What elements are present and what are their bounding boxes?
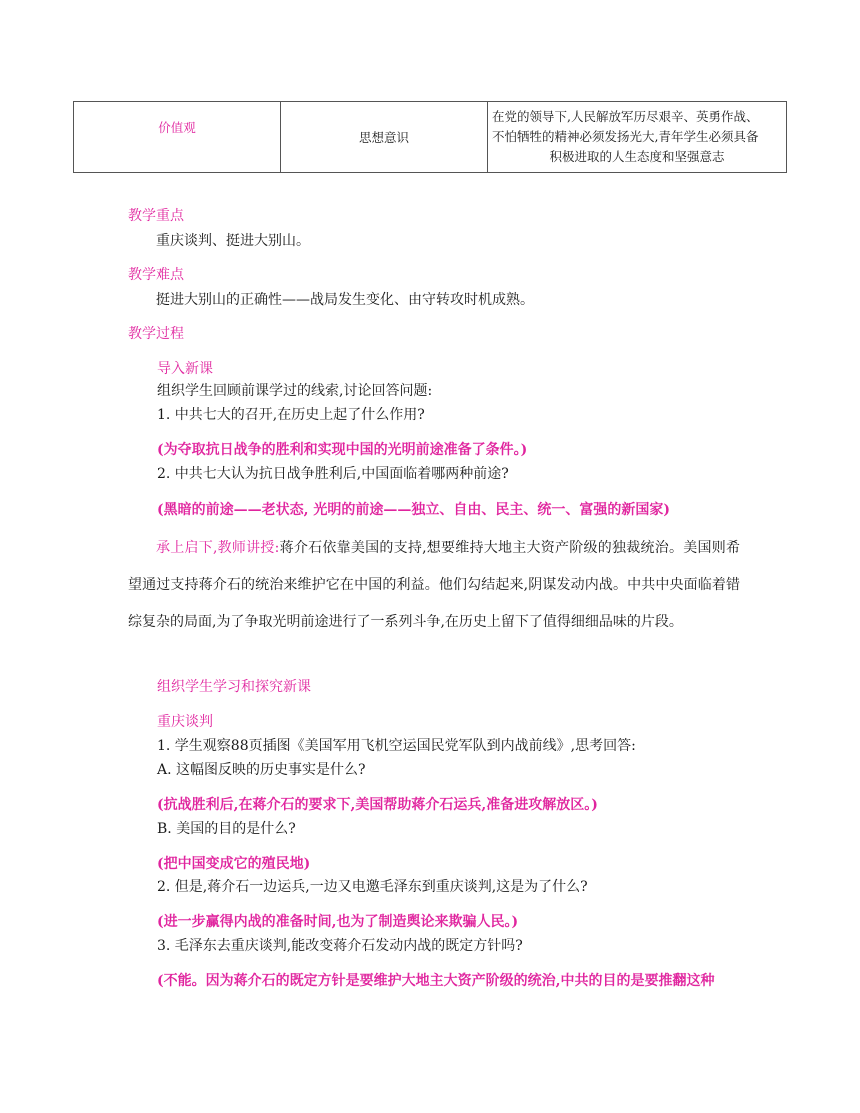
difficult-point-text: 挺进大别山的正确性——战局发生变化、由守转攻时机成熟。 [156, 292, 534, 308]
question-1: 1. 学生观察88页插图《美国军用飞机空运国民党军队到内战前线》,思考回答: [157, 738, 636, 754]
goal-content-line: 在党的领导下,人民解放军历尽艰辛、英勇作战、 [492, 109, 759, 124]
transition-text: 蒋介石依靠美国的支持,想要维持大地主大资产阶级的独裁统治。美国则希望通过支持蒋介石的统治来维护它在中国的利益。他们勾结起来,阴谋发动内战。中共中央面临着错综复杂的局面,为了争取光明前途进行了一系列斗争,在历史上留下了值得细细品味的片段。 [128, 540, 740, 630]
goal-content-line: 不怕牺牲的精神必须发扬光大,青年学生必须具备 [492, 129, 759, 144]
goal-aspect: 思想意识 [358, 130, 409, 145]
goal-content-line: 积极进取的人生态度和坚强意志 [549, 149, 725, 164]
answer-b: (把中国变成它的殖民地) [157, 856, 311, 872]
question-3: 3. 毛泽东去重庆谈判,能改变蒋介石发动内战的既定方针吗? [157, 938, 523, 954]
new-lesson-heading: 组织学生学习和探究新课 [157, 679, 311, 695]
answer-a: (抗战胜利后,在蒋介石的要求下,美国帮助蒋介石运兵,准备进攻解放区。) [157, 797, 598, 813]
answer-3: (不能。因为蒋介石的既定方针是要维护大地主大资产阶级的统治,中共的目的是要推翻这种 [157, 973, 715, 989]
intro-answer-2: (黑暗的前途——老状态, 光明的前途——独立、自由、民主、统一、富强的新国家) [157, 502, 670, 518]
answer-2: (进一步赢得内战的准备时间,也为了制造舆论来欺骗人民。) [157, 914, 519, 930]
question-b: B. 美国的目的是什么? [157, 821, 296, 837]
intro-instruction: 组织学生回顾前课学过的线索,讨论回答问题: [157, 383, 433, 399]
goal-category: 价值观 [158, 120, 196, 135]
goal-content-cell [488, 102, 787, 173]
transition-paragraph [128, 530, 740, 641]
intro-answer-1: (为夺取抗日战争的胜利和实现中国的光明前途准备了条件。) [157, 442, 528, 458]
intro-question-1: 1. 中共七大的召开,在历史上起了什么作用? [157, 407, 425, 423]
table-row [74, 102, 787, 173]
section-heading: 重庆谈判 [157, 714, 213, 730]
transition-label: 承上启下,教师讲授: [156, 540, 280, 556]
teaching-goals-table [73, 101, 787, 173]
question-a: A. 这幅图反映的历史事实是什么? [157, 762, 366, 778]
difficult-point-heading: 教学难点 [128, 267, 184, 283]
key-point-heading: 教学重点 [128, 208, 184, 224]
goal-aspect-cell [281, 102, 488, 173]
question-2: 2. 但是,蒋介石一边运兵,一边又电邀毛泽东到重庆谈判,这是为了什么? [157, 879, 588, 895]
intro-question-2: 2. 中共七大认为抗日战争胜利后,中国面临着哪两种前途? [157, 466, 509, 482]
process-heading: 教学过程 [128, 326, 184, 342]
key-point-text: 重庆谈判、挺进大别山。 [156, 233, 310, 249]
intro-heading: 导入新课 [157, 361, 213, 377]
goal-category-cell [74, 102, 281, 173]
